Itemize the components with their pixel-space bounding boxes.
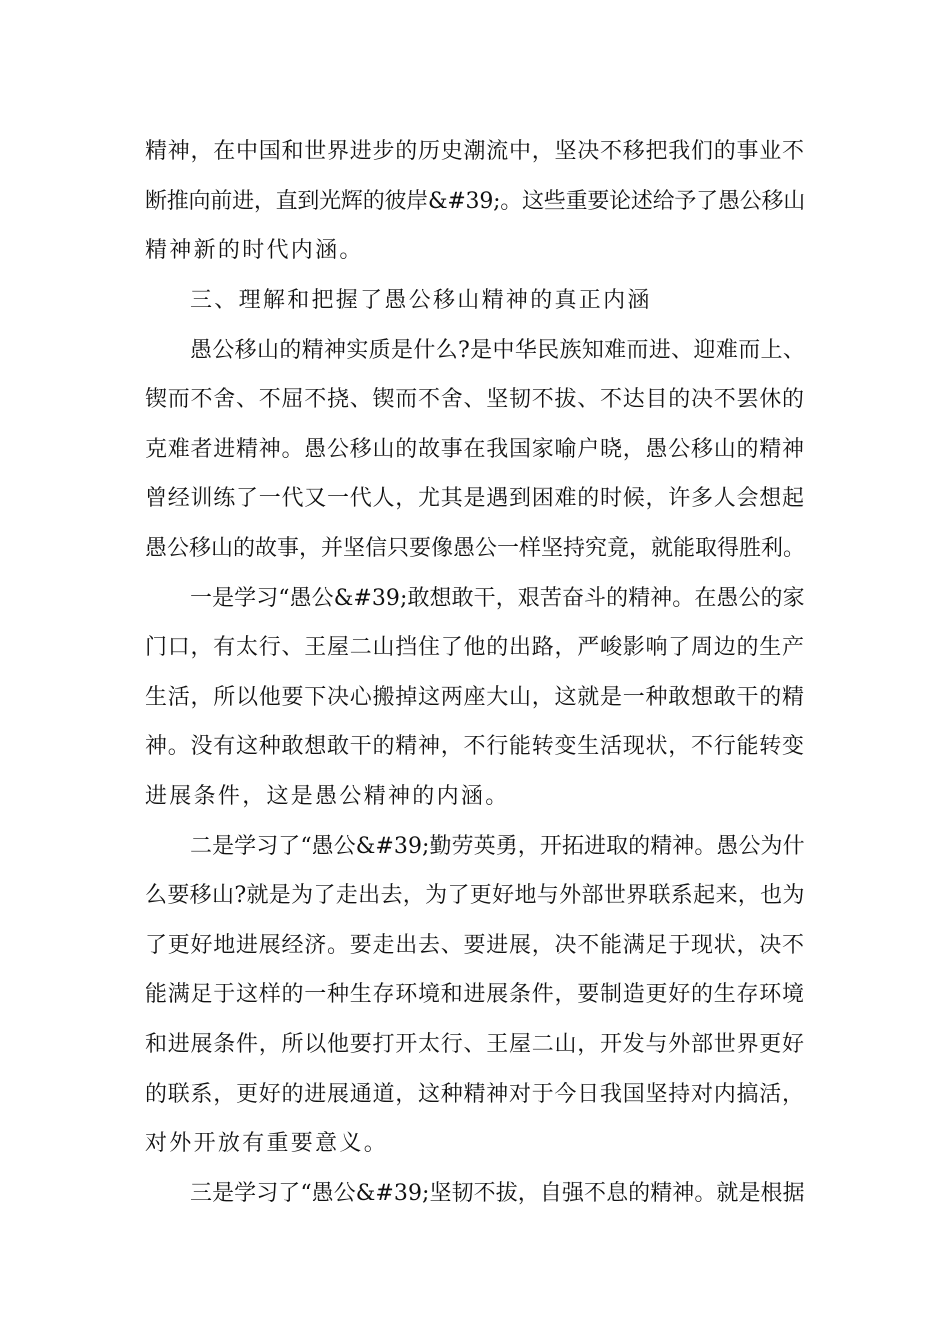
text-line: 锲而不舍、不屈不挠、锲而不舍、坚韧不拔、不达目的决不罢休的 bbox=[145, 387, 805, 412]
text-line: 愚公移山的故事，并坚信只要像愚公一样坚持究竟，就能取得胜利。 bbox=[145, 536, 806, 561]
text-line: 对外开放有重要意义。 bbox=[145, 1131, 389, 1156]
text-line: 了更好地进展经济。要走出去、要进展，决不能满足于现状，决不 bbox=[145, 933, 805, 958]
text-line: 和进展条件，所以他要打开太行、王屋二山，开发与外部世界更好 bbox=[145, 1032, 805, 1057]
text-line: 克难者进精神。愚公移山的故事在我国家喻户晓，愚公移山的精神 bbox=[145, 437, 805, 462]
text-line: 门口，有太行、王屋二山挡住了他的出路，严峻影响了周边的生产 bbox=[145, 635, 805, 660]
text-line: 一是学习“愚公&#39;敢想敢干，艰苦奋斗的精神。在愚公的家 bbox=[190, 586, 805, 611]
text-line: 生活，所以他要下决心搬掉这两座大山，这就是一种敢想敢干的精 bbox=[145, 685, 805, 710]
text-line: 三是学习了“愚公&#39;坚韧不拔，自强不息的精神。就是根据 bbox=[190, 1181, 805, 1206]
section-heading: 三、理解和把握了愚公移山精神的真正内涵 bbox=[190, 288, 652, 313]
text-line: 神。没有这种敢想敢干的精神，不行能转变生活现状，不行能转变 bbox=[145, 734, 805, 759]
text-line: 二是学习了“愚公&#39;勤劳英勇，开拓进取的精神。愚公为什 bbox=[190, 834, 805, 859]
text-line: 断推向前进，直到光辉的彼岸&#39;。这些重要论述给予了愚公移山 bbox=[145, 189, 806, 214]
text-line: 么要移山?就是为了走出去，为了更好地与外部世界联系起来，也为 bbox=[145, 883, 805, 908]
text-line: 能满足于这样的一种生存环境和进展条件，要制造更好的生存环境 bbox=[145, 982, 805, 1007]
text-line: 进展条件，这是愚公精神的内涵。 bbox=[145, 784, 510, 809]
text-line: 曾经训练了一代又一代人，尤其是遇到困难的时候，许多人会想起 bbox=[145, 486, 805, 511]
text-line: 的联系，更好的进展通道，这种精神对于今日我国坚持对内搞活， bbox=[145, 1082, 805, 1107]
text-line: 精神新的时代内涵。 bbox=[145, 238, 364, 263]
text-line: 精神，在中国和世界进步的历史潮流中，坚决不移把我们的事业不 bbox=[145, 139, 805, 164]
text-line: 愚公移山的精神实质是什么?是中华民族知难而进、迎难而上、 bbox=[190, 338, 806, 363]
